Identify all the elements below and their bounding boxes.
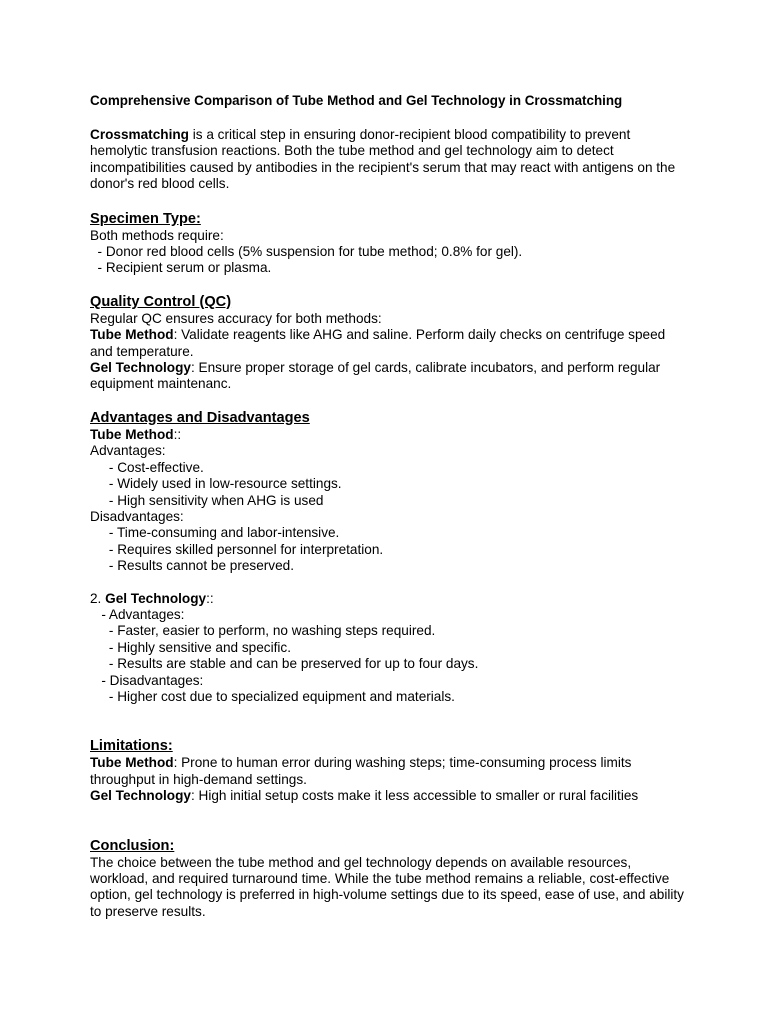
qc-gel-text: : Ensure proper storage of gel cards, calibrate incubators, and perform regular equipment maintenanc. xyxy=(90,360,661,392)
qc-gel-paragraph xyxy=(90,360,690,393)
adv-tube-line: Disadvantages: xyxy=(90,508,184,524)
limits-tube-paragraph xyxy=(90,755,690,788)
limits-gel-text: : High initial setup costs make it less accessible to smaller or rural facilities xyxy=(190,788,639,804)
qc-gel-label: Gel Technology xyxy=(90,360,191,376)
adv-gel-line: - Faster, easier to perform, no washing steps required. xyxy=(90,623,436,639)
conclusion-text: The choice between the tube method and gel technology depends on available resources, workload, and required turnaround time. While the tube method remains a reliable, cost-effective option, gel technology is preferred in high-volume settings due to its speed, ease of use, and ability to preserve results. xyxy=(90,854,684,919)
qc-intro: Regular QC ensures accuracy for both methods: xyxy=(90,310,382,326)
limits-tube-text: : Prone to human error during washing steps; time-consuming process limits throughput in high-demand settings. xyxy=(90,755,632,787)
adv-tube-line: - High sensitivity when AHG is used xyxy=(90,492,324,508)
adv-gel-title xyxy=(90,591,690,607)
adv-tube-label: Tube Method xyxy=(90,426,174,442)
adv-gel-line: - Highly sensitive and specific. xyxy=(90,639,291,655)
document-body xyxy=(90,92,690,920)
limits-heading: Limitations: xyxy=(90,738,173,755)
adv-tube-suffix: :: xyxy=(173,426,182,442)
specimen-line: - Recipient serum or plasma. xyxy=(90,260,272,276)
adv-gel-label: Gel Technology xyxy=(105,590,207,606)
specimen-heading: Specimen Type: xyxy=(90,210,201,227)
intro-paragraph xyxy=(90,127,690,193)
intro-term: Crossmatching xyxy=(90,127,189,142)
adv-tube-line: Advantages: xyxy=(90,443,166,459)
adv-heading: Advantages and Disadvantages xyxy=(90,409,310,426)
adv-gel-line: - Higher cost due to specialized equipment and materials. xyxy=(90,688,455,704)
adv-tube-title xyxy=(90,427,690,443)
adv-gel-suffix: :: xyxy=(206,590,214,606)
adv-gel-prefix: 2. xyxy=(90,590,106,606)
qc-tube-paragraph xyxy=(90,327,690,360)
intro-text: is a critical step in ensuring donor-recipient blood compatibility to prevent hemolytic transfusion reactions. Both the tube method and gel technology aim to detect incompatibilities caused by antibodies in the recipient's serum that may react with antigens on the donor's red blood cells. xyxy=(90,127,676,192)
limits-gel-paragraph xyxy=(90,788,690,804)
adv-tube-line: - Widely used in low-resource settings. xyxy=(90,476,342,492)
adv-tube-line: - Cost-effective. xyxy=(90,459,204,475)
limits-gel-label: Gel Technology xyxy=(90,788,191,804)
specimen-line: Both methods require: xyxy=(90,227,224,243)
conclusion-heading: Conclusion: xyxy=(90,837,175,854)
qc-tube-label: Tube Method xyxy=(90,327,174,343)
specimen-line: - Donor red blood cells (5% suspension for tube method; 0.8% for gel). xyxy=(90,244,523,260)
adv-tube-line: - Results cannot be preserved. xyxy=(90,558,295,574)
adv-tube-line: - Requires skilled personnel for interpretation. xyxy=(90,541,384,557)
qc-heading: Quality Control (QC) xyxy=(90,293,232,310)
adv-gel-line: - Disadvantages: xyxy=(90,672,204,688)
limits-tube-label: Tube Method xyxy=(90,755,174,771)
adv-gel-line: - Results are stable and can be preserved for up to four days. xyxy=(90,656,479,672)
adv-tube-line: - Time-consuming and labor-intensive. xyxy=(90,525,340,541)
adv-gel-line: - Advantages: xyxy=(90,606,185,622)
document-title: Comprehensive Comparison of Tube Method and Gel Technology in Crossmatching xyxy=(90,93,623,108)
qc-tube-text: : Validate reagents like AHG and saline. Perform daily checks on centrifuge speed and temperature. xyxy=(90,327,666,359)
